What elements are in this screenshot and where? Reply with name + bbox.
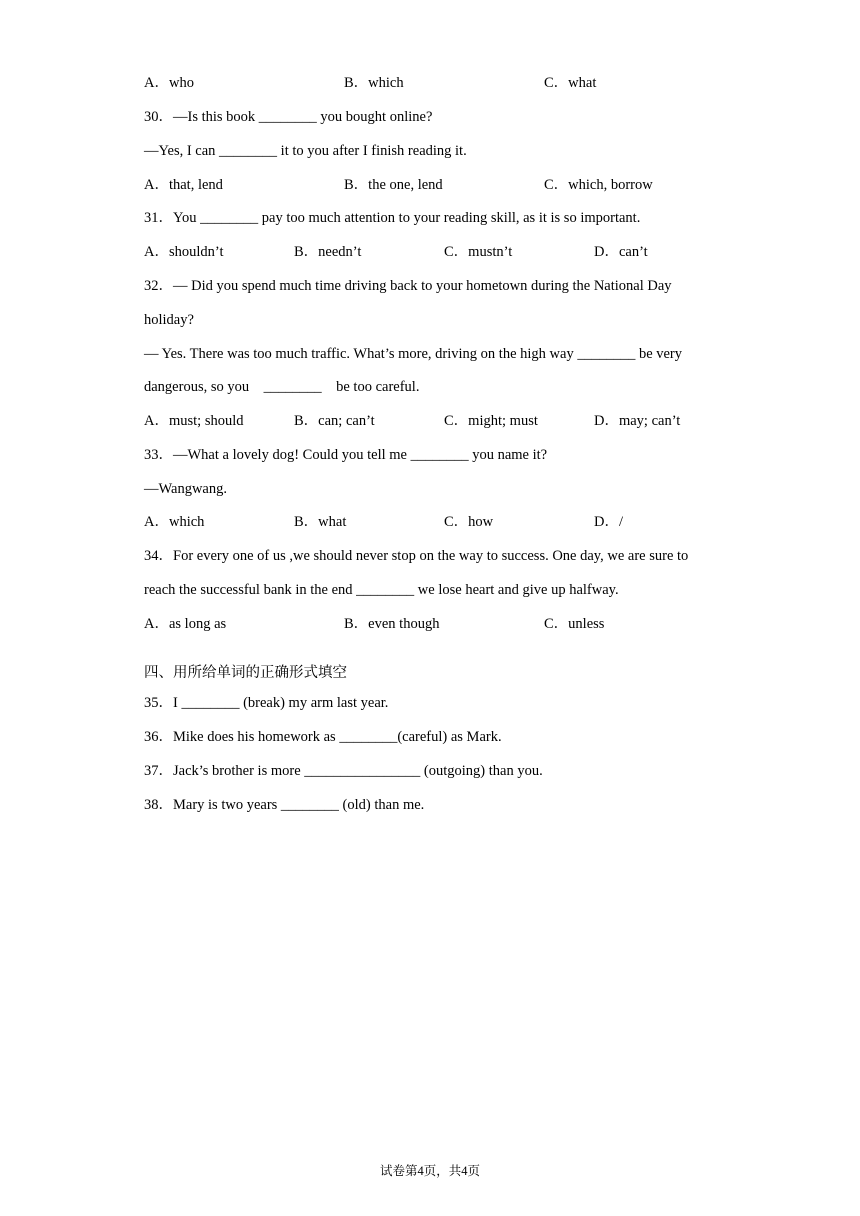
q29-option-a: A．who [144,75,194,91]
q36: 36．Mike does his homework as ________(careful) as Mark. [144,729,502,745]
page-footer: 试卷第4页，共4页 [379,1164,480,1178]
q29-option-c: C．what [544,75,597,91]
q30-reply: —Yes, I can ________ it to you after I finish reading it. [144,143,467,159]
q33-option-b: B．what [294,514,347,530]
q32-option-b: B．can; can’t [294,413,375,429]
q34-option-c: C．unless [544,616,605,632]
q32-option-d: D．may; can’t [594,413,681,429]
q34-stem-line1: 34．For every one of us ,we should never stop on the way to success. One day, we are sure to [144,548,689,564]
q35: 35．I ________ (break) my arm last year. [144,695,389,711]
q33-option-a: A．which [144,514,205,530]
q29-option-b: B．which [344,75,404,91]
q33-reply: —Wangwang. [144,481,227,497]
section-4-heading: 四、用所给单词的正确形式填空 [144,665,347,681]
q34-stem-line2: reach the successful bank in the end ________ we lose heart and give up halfway. [144,582,619,598]
q32-reply-line2: dangerous, so you ________ be too careful. [144,379,420,395]
q32-reply-line1: — Yes. There was too much traffic. What’s more, driving on the high way ________ be very [144,346,683,362]
q31-option-d: D．can’t [594,244,648,260]
q34-option-b: B．even though [344,616,440,632]
q34-option-a: A．as long as [144,616,227,632]
q33-option-c: C．how [444,514,494,530]
q33-stem: 33．—What a lovely dog! Could you tell me ________ you name it? [144,447,548,463]
q31-option-c: C．mustn’t [444,244,513,260]
q38: 38．Mary is two years ________ (old) than me. [144,797,425,813]
q30-option-b: B．the one, lend [344,177,443,193]
q30-stem: 30．—Is this book ________ you bought online? [144,109,433,125]
q32-stem-line2: holiday? [144,312,194,328]
q32-option-a: A．must; should [144,413,244,429]
q37: 37．Jack’s brother is more ________________ (outgoing) than you. [144,763,543,779]
q32-option-c: C．might; must [444,413,538,429]
q30-option-a: A．that, lend [144,177,223,193]
q33-option-d: D．/ [594,514,623,530]
q30-option-c: C．which, borrow [544,177,653,193]
q31-stem: 31．You ________ pay too much attention to your reading skill, as it is so important. [144,210,641,226]
q32-stem-line1: 32．— Did you spend much time driving back to your hometown during the National Day [144,278,672,294]
q31-option-a: A．shouldn’t [144,244,224,260]
q31-option-b: B．needn’t [294,244,362,260]
